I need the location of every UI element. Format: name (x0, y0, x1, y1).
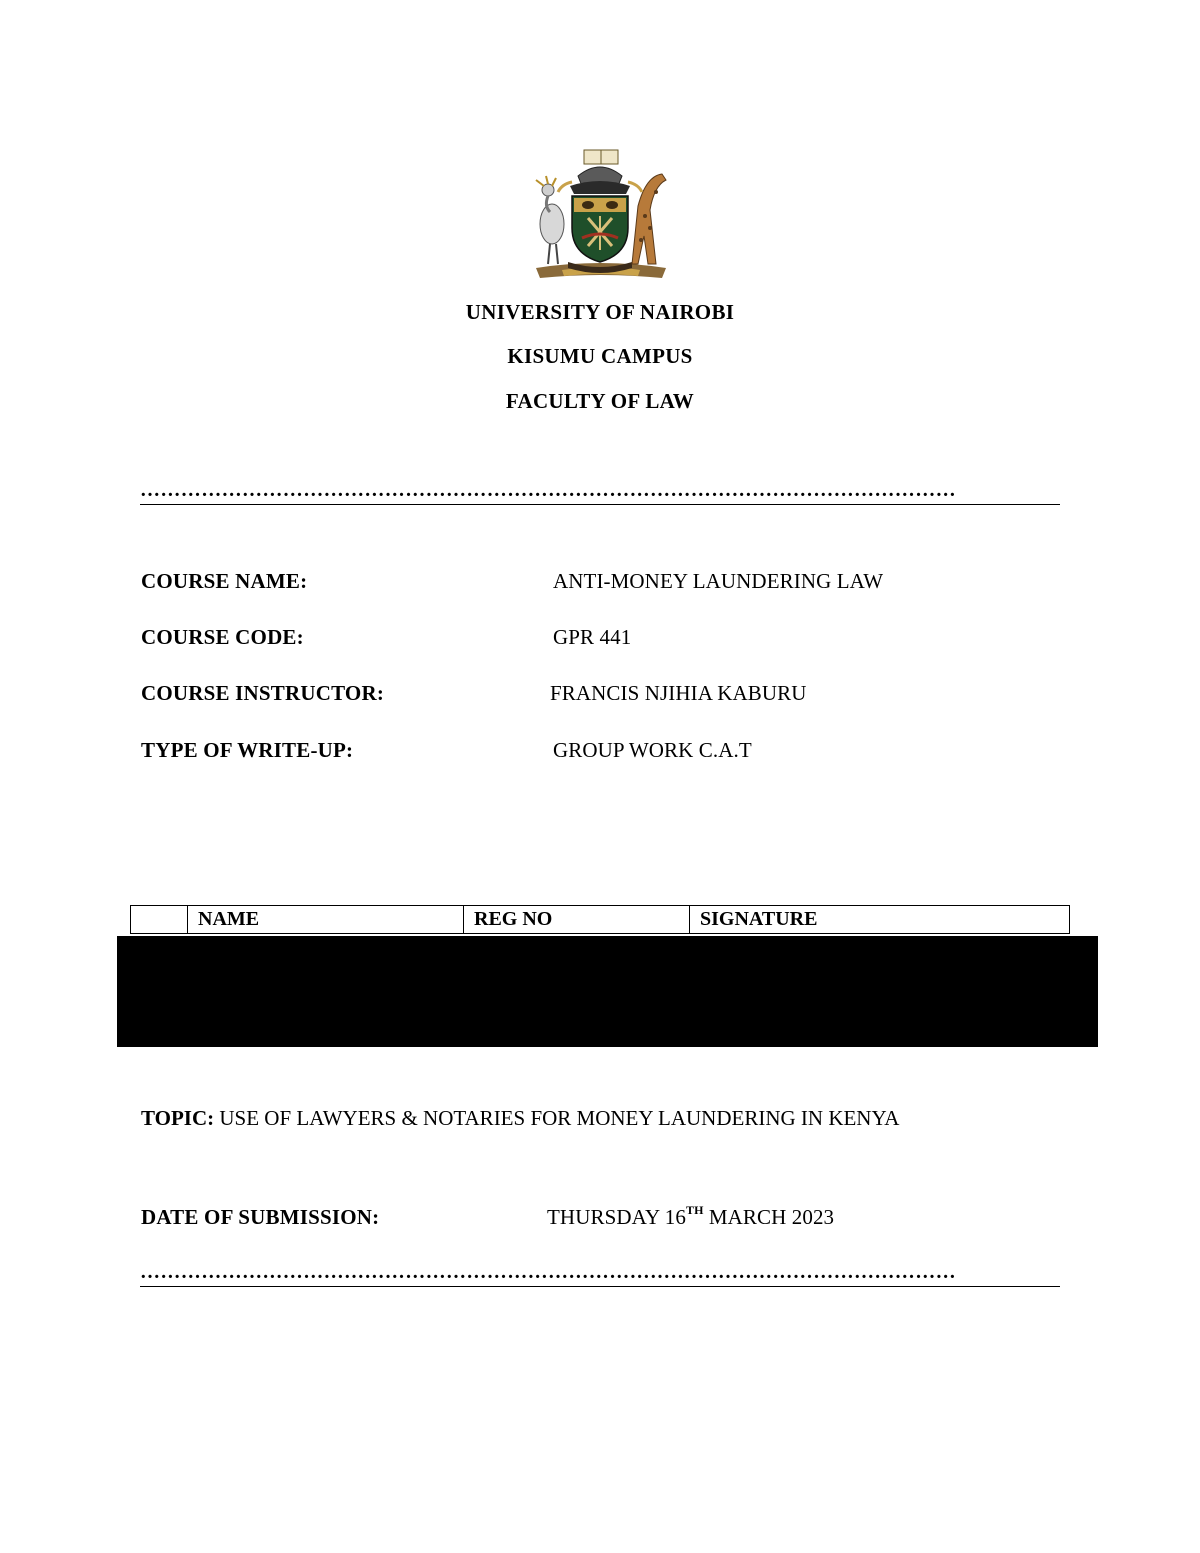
topic-line (141, 1106, 899, 1131)
redaction-block (117, 936, 1098, 1047)
university-crest-image (522, 146, 678, 282)
table-header-signature: SIGNATURE (690, 906, 1070, 934)
submission-date-month-year: MARCH 2023 (703, 1205, 835, 1229)
campus-name: KISUMU CAMPUS (507, 344, 693, 368)
course-instructor-label: COURSE INSTRUCTOR: (141, 681, 385, 705)
course-code-value: GPR 441 (553, 625, 632, 649)
submission-date-ordinal: TH (685, 1203, 704, 1217)
faculty-name: FACULTY OF LAW (505, 389, 695, 413)
table-header-index (131, 906, 188, 934)
submission-date-label: DATE OF SUBMISSION: (141, 1205, 380, 1229)
bottom-dotted-separator: ………………………………………………………………………………………………………… (140, 1262, 1060, 1287)
table-header-row (131, 906, 1070, 934)
topic-label: TOPIC: (141, 1106, 215, 1130)
write-up-type-value: GROUP WORK C.A.T (553, 738, 752, 762)
course-instructor-value: FRANCIS NJIHIA KABURU (550, 681, 807, 705)
submission-date-day: THURSDAY 16 (547, 1205, 686, 1229)
course-name-label: COURSE NAME: (141, 569, 308, 593)
submission-date-value (547, 1205, 834, 1230)
course-name-value: ANTI-MONEY LAUNDERING LAW (553, 569, 884, 593)
topic-value: USE OF LAWYERS & NOTARIES FOR MONEY LAUNDERING IN KENYA (219, 1106, 900, 1130)
course-code-label: COURSE CODE: (141, 625, 304, 649)
table-header-reg-no: REG NO (464, 906, 690, 934)
group-members-table (130, 905, 1070, 934)
table-header-name: NAME (188, 906, 464, 934)
top-dotted-separator: ………………………………………………………………………………………………………… (140, 480, 1060, 505)
university-name: UNIVERSITY OF NAIROBI (465, 300, 735, 324)
write-up-type-label: TYPE OF WRITE-UP: (141, 738, 354, 762)
